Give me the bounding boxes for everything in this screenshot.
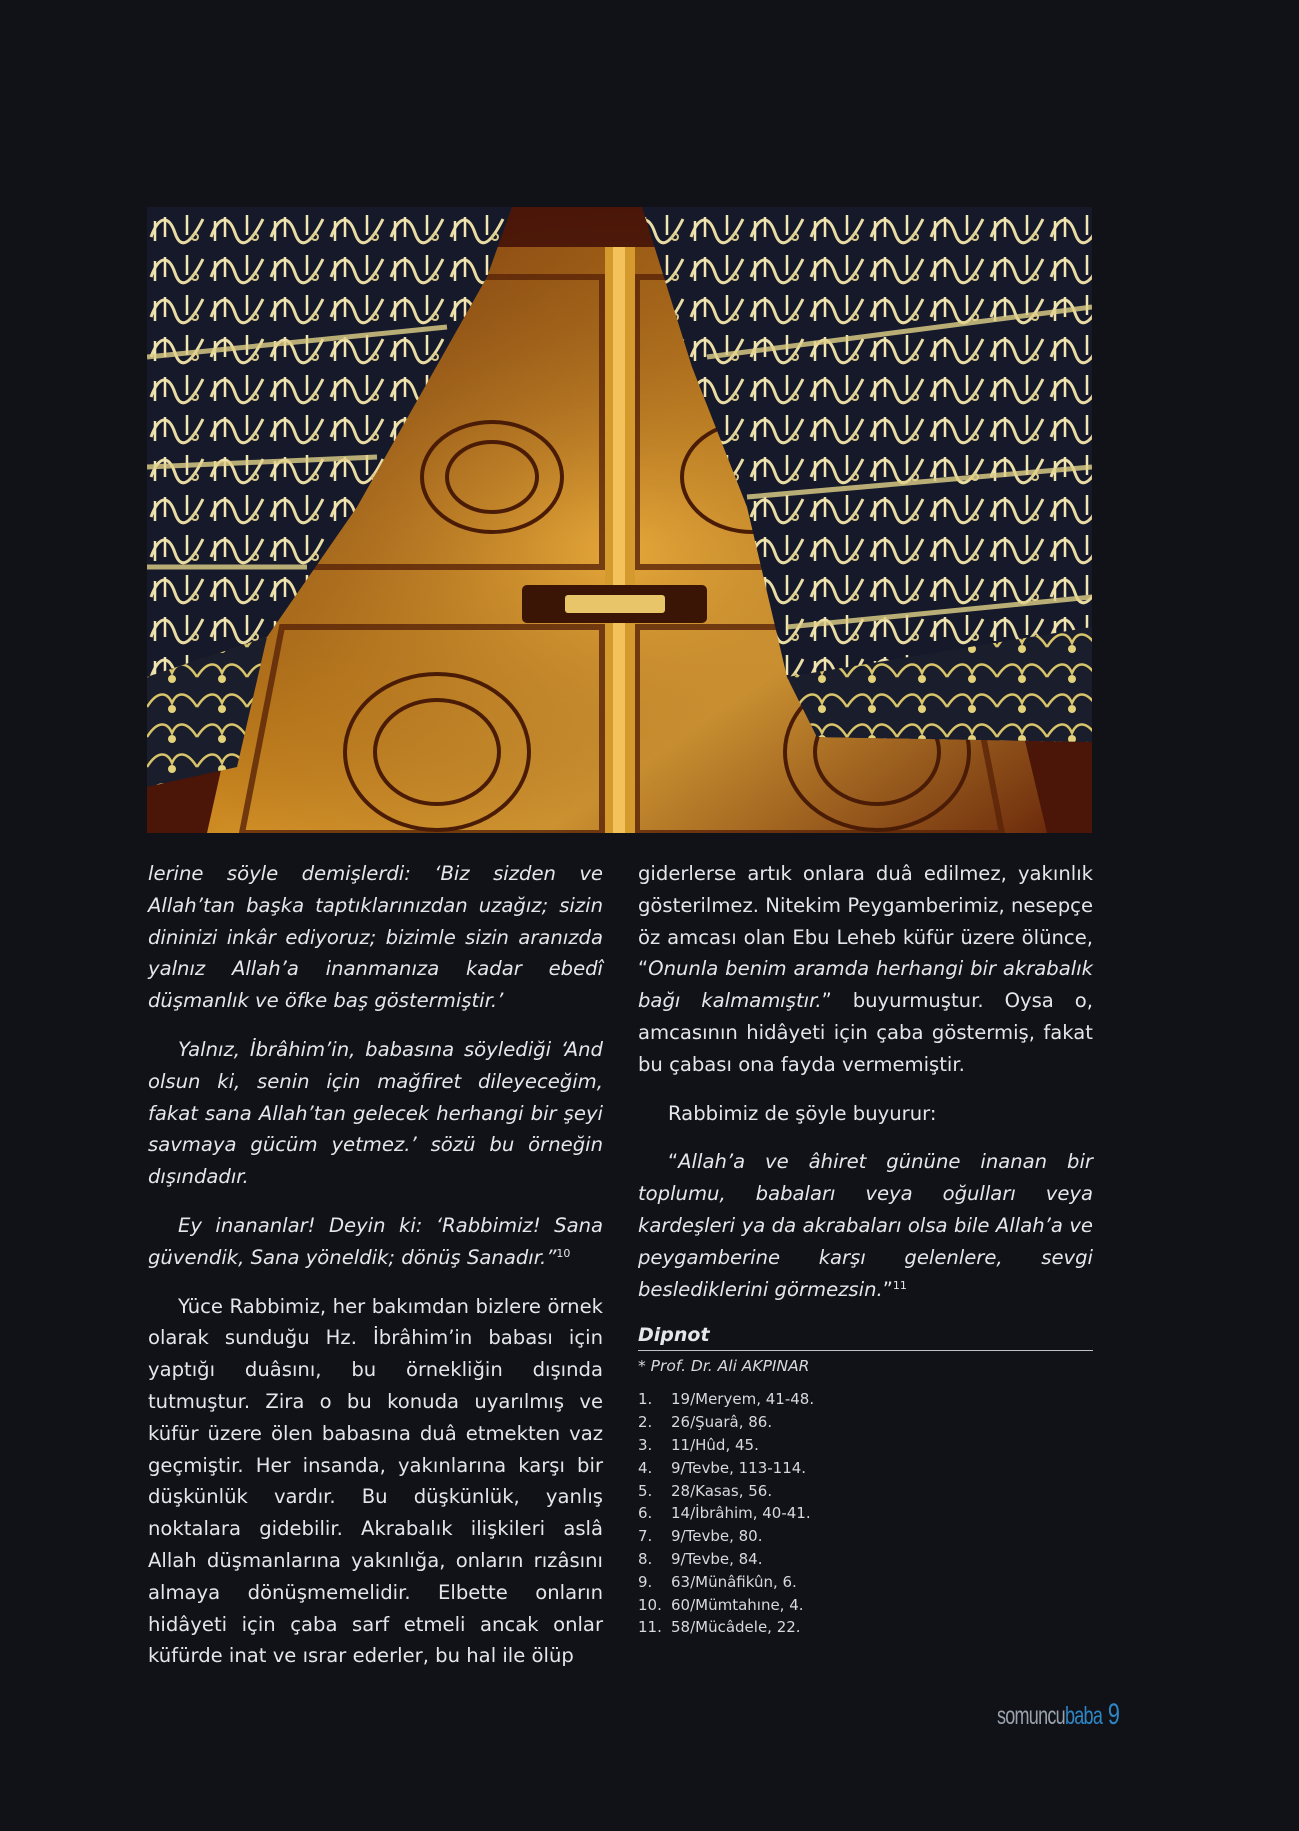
footnote-text: 9/Tevbe, 80. bbox=[671, 1527, 763, 1546]
footnote-text: 63/Münâfikûn, 6. bbox=[671, 1572, 797, 1591]
footnote-item bbox=[638, 1594, 1093, 1617]
right-column bbox=[638, 858, 1093, 1639]
verse-close-quote: ” bbox=[882, 1277, 893, 1301]
magazine-footer bbox=[996, 1698, 1120, 1732]
footnote-number: 4. bbox=[638, 1458, 653, 1477]
footnote-number: 2. bbox=[638, 1413, 653, 1432]
believers-prayer-text: Ey inananlar! Deyin ki: ‘Rabbimiz! Sana güvendik, Sana yöneldik; dönüş Sanadır.” bbox=[148, 1213, 603, 1269]
footnote-item bbox=[638, 1616, 1093, 1639]
footnote-text: 26/Şuarâ, 86. bbox=[671, 1413, 773, 1432]
footnote-text: 58/Mücâdele, 22. bbox=[671, 1618, 801, 1637]
paragraph-quote-continuation: lerine söyle demişlerdi: ‘Biz sizden ve Allah’tan başka taptıklarınızdan uzağız; sizin dininizi inkâr ediyoruz; bizimle sizin aranızda yalnız Allah’a inanmanıza kadar ebedî düşmanlık ve öfke baş göstermiştir.’ bbox=[148, 862, 603, 1013]
ebu-leheb-text-a: giderlerse artık onlara duâ edilmez, yakınlık gösterilmez. Nitekim Peygamberimiz, nesepçe öz amcası olan Ebu Leheb küfür üzere ölünce, “ bbox=[638, 862, 1093, 981]
paragraph-ibrahim-exception: Yalnız, İbrâhim’in, babasına söylediği ‘And olsun ki, senin için mağfiret dileyeceğim, fakat sana Allah’tan gelecek herhangi bir şeyi savmaya gücüm yetmez.’ sözü bu örneğin dışındadır. bbox=[148, 1037, 603, 1189]
footnote-number: 10. bbox=[638, 1595, 662, 1614]
footnote-number: 11. bbox=[638, 1618, 662, 1637]
ebu-leheb-quote: Onunla benim aramda herhangi bir akrabalık bağı kalmamıştır. bbox=[638, 957, 1093, 1013]
footnote-item bbox=[638, 1502, 1093, 1525]
footnote-number: 5. bbox=[638, 1481, 653, 1500]
footnote-ref-11: 11 bbox=[892, 1278, 907, 1292]
footnote-item bbox=[638, 1388, 1093, 1411]
paragraph-ebu-leheb bbox=[638, 858, 1093, 1081]
footnotes-list bbox=[638, 1388, 1093, 1639]
footnote-number: 3. bbox=[638, 1435, 653, 1454]
paragraph-main-commentary: Yüce Rabbimiz, her bakımdan bizlere örnek olarak sunduğu Hz. İbrâhim’in babası için yaptığı duâsını, bu örnekliğin dışında tutmuştur. Zira o bu konuda uyarılmış ve küfür üzere ölen babasına duâ etmekten vaz geçmiştir. Her insanda, yakınlarına karşı bir düşkünlük vardır. Bu düşkünlük, yanlış noktalara gidebilir. Akrabalık ilişkileri aslâ Allah düşmanlarına yakınlığa, onların rızâsını almaya dönüşmemelidir. Elbette onların hidâyeti için çaba sarf etmeli ancak onlar küfürde inat ve ısrar ederler, bu hal ile ölüp bbox=[148, 1294, 603, 1668]
footnote-text: 14/İbrâhim, 40-41. bbox=[671, 1504, 811, 1523]
paragraph-rabbimiz: Rabbimiz de şöyle buyurur: bbox=[668, 1101, 937, 1125]
footnote-text: 19/Meryem, 41-48. bbox=[671, 1390, 815, 1409]
footnote-item bbox=[638, 1457, 1093, 1480]
footnote-text: 9/Tevbe, 113-114. bbox=[671, 1458, 807, 1477]
footnote-number: 8. bbox=[638, 1549, 653, 1568]
footnote-item bbox=[638, 1571, 1093, 1594]
footnote-text: 11/Hûd, 45. bbox=[671, 1435, 759, 1454]
footnote-number: 1. bbox=[638, 1390, 653, 1409]
verse-text: Allah’a ve âhiret gününe inanan bir toplumu, babaları veya oğulları veya kardeşleri ya da akrabaları olsa bile Allah’a ve peygamberine karşı gelenlere, sevgi beslediklerini görmezsin. bbox=[638, 1150, 1093, 1301]
footnotes-heading: Dipnot bbox=[638, 1322, 1093, 1351]
brand-name-part2: baba bbox=[1064, 1702, 1103, 1730]
footnote-ref-10: 10 bbox=[556, 1246, 571, 1260]
ebu-leheb-text-c: ” buyurmuştur. Oysa o, amcasının hidâyeti için çaba göstermiş, fakat bu çabası ona fayda vermemiştir. bbox=[638, 989, 1094, 1076]
footnote-item bbox=[638, 1548, 1093, 1571]
verse-open-quote: “ bbox=[668, 1150, 679, 1174]
footnotes-author: * Prof. Dr. Ali AKPINAR bbox=[638, 1357, 810, 1376]
paragraph-believers-prayer bbox=[148, 1210, 603, 1274]
footnote-item bbox=[638, 1525, 1093, 1548]
footnote-item bbox=[638, 1480, 1093, 1503]
footnote-text: 28/Kasas, 56. bbox=[671, 1481, 773, 1500]
footnote-item bbox=[638, 1411, 1093, 1434]
footnote-item bbox=[638, 1434, 1093, 1457]
kaaba-door-photo bbox=[147, 207, 1092, 833]
brand-name-part1: somuncu bbox=[996, 1702, 1065, 1730]
page-number: 9 bbox=[1107, 1698, 1120, 1731]
footnote-number: 9. bbox=[638, 1572, 653, 1591]
footnote-number: 7. bbox=[638, 1527, 653, 1546]
photo-illustration bbox=[147, 207, 1092, 833]
footnote-text: 60/Mümtahıne, 4. bbox=[671, 1595, 804, 1614]
paragraph-verse-quote bbox=[638, 1146, 1093, 1305]
left-column bbox=[148, 858, 603, 1689]
footnote-number: 6. bbox=[638, 1504, 653, 1523]
footnote-text: 9/Tevbe, 84. bbox=[671, 1549, 763, 1568]
